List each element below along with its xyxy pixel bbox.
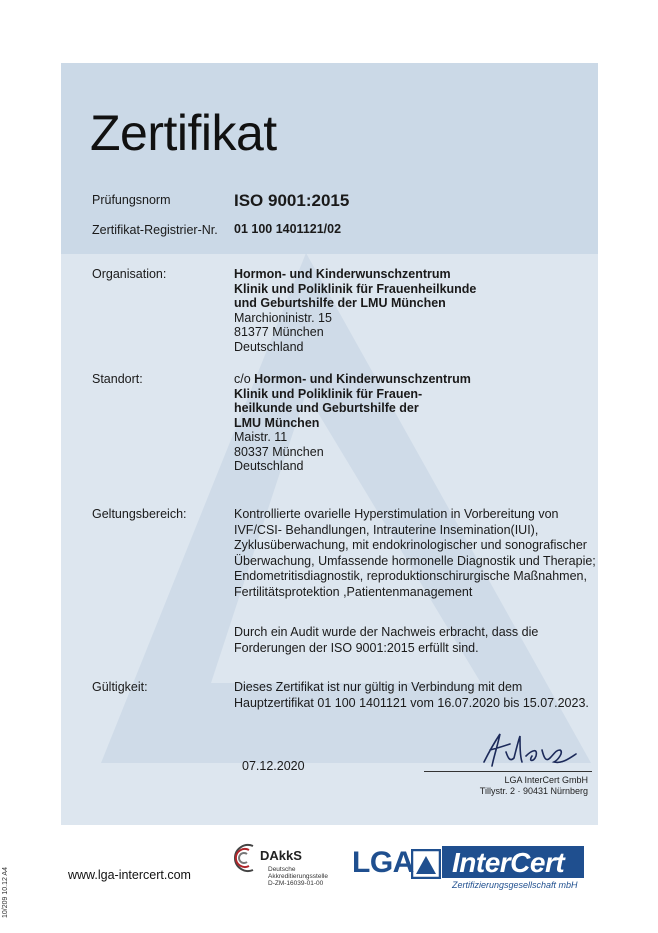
gueltigkeit-label: Gültigkeit: [92,680,148,694]
standort-line: heilkunde und Geburtshilfe der [234,401,419,415]
standort-line: Hormon- und Kinderwunschzentrum [254,372,471,386]
lga-triangle-icon [411,849,441,879]
dakks-logo-icon [231,843,261,873]
issuer-name: LGA InterCert GmbH [504,775,588,785]
dakks-line: Deutsche [268,866,296,873]
standort-value [234,372,471,474]
intercert-logo-text: InterCert [452,847,565,878]
organisation-value [234,267,476,354]
standort-line: Maistr. 11 [234,430,288,444]
dakks-line: Akkreditierungsstelle [268,873,328,880]
audit-statement [234,625,538,656]
org-line: Marchioninistr. 15 [234,310,332,325]
norm-label: Prüfungsnorm [92,193,171,207]
reg-value: 01 100 1401121/02 [234,222,342,236]
org-line: Klinik und Poliklinik für Frauenheilkunde [234,281,477,296]
org-line: und Geburtshilfe der LMU München [234,296,446,310]
dakks-line: D-ZM-16039-01-00 [268,880,324,887]
dakks-title: DAkkS [260,848,302,863]
signature-line [424,771,592,772]
standort-label: Standort: [92,372,143,386]
audit-line: Forderungen der ISO 9001:2015 erfüllt sind. [234,640,479,655]
document-code: 10/209 10.12 A4 [2,867,9,918]
website-link[interactable]: www.lga-intercert.com [68,868,191,882]
geltung-line: Fertilitätsprotektion ,Patientenmanagement [234,584,473,599]
page-title: Zertifikat [90,105,277,161]
geltung-line: IVF/CSI- Behandlungen, Intrauterine Insemination(IUI), [234,522,539,537]
standort-line: Klinik und Poliklinik für Frauen- [234,386,423,401]
geltung-line: Kontrollierte ovarielle Hyperstimulation in Vorbereitung von [234,507,559,521]
gueltigkeit-line: Dieses Zertifikat ist nur gültig in Verbindung mit dem [234,680,523,694]
geltung-line: Zyklusüberwachung, mit endokrinologischer und sonografischer [234,538,587,552]
org-line: Hormon- und Kinderwunschzentrum [234,267,451,281]
reg-label: Zertifikat-Registrier-Nr. [92,223,218,237]
issuer-block [480,775,588,797]
standort-line: 80337 München [234,444,324,459]
geltung-value [234,507,596,600]
issue-date: 07.12.2020 [242,759,305,773]
org-line: 81377 München [234,325,324,339]
norm-value: ISO 9001:2015 [234,191,350,210]
signature-image [476,728,586,772]
issuer-address: Tillystr. 2 · 90431 Nürnberg [479,786,588,796]
audit-line: Durch ein Audit wurde der Nachweis erbracht, dass die [234,625,539,639]
organisation-label: Organisation: [92,267,167,281]
org-line: Deutschland [234,339,304,354]
standort-line: Deutschland [234,459,304,473]
geltung-label: Geltungsbereich: [92,507,187,521]
lga-logo-text: LGA [352,846,414,879]
intercert-subtitle: Zertifizierungsgesellschaft mbH [452,880,578,890]
gueltigkeit-line: Hauptzertifikat 01 100 1401121 vom 16.07.2020 bis 15.07.2023. [234,695,589,710]
geltung-line: Endometritisdiagnostik, reproduktionschirurgische Maßnahmen, [234,569,587,583]
standort-prefix: c/o [234,372,255,386]
gueltigkeit-value [234,680,589,711]
standort-line: LMU München [234,415,320,430]
geltung-line: Überwachung, Umfassende hormonelle Diagnostik und Therapie; [234,553,596,568]
